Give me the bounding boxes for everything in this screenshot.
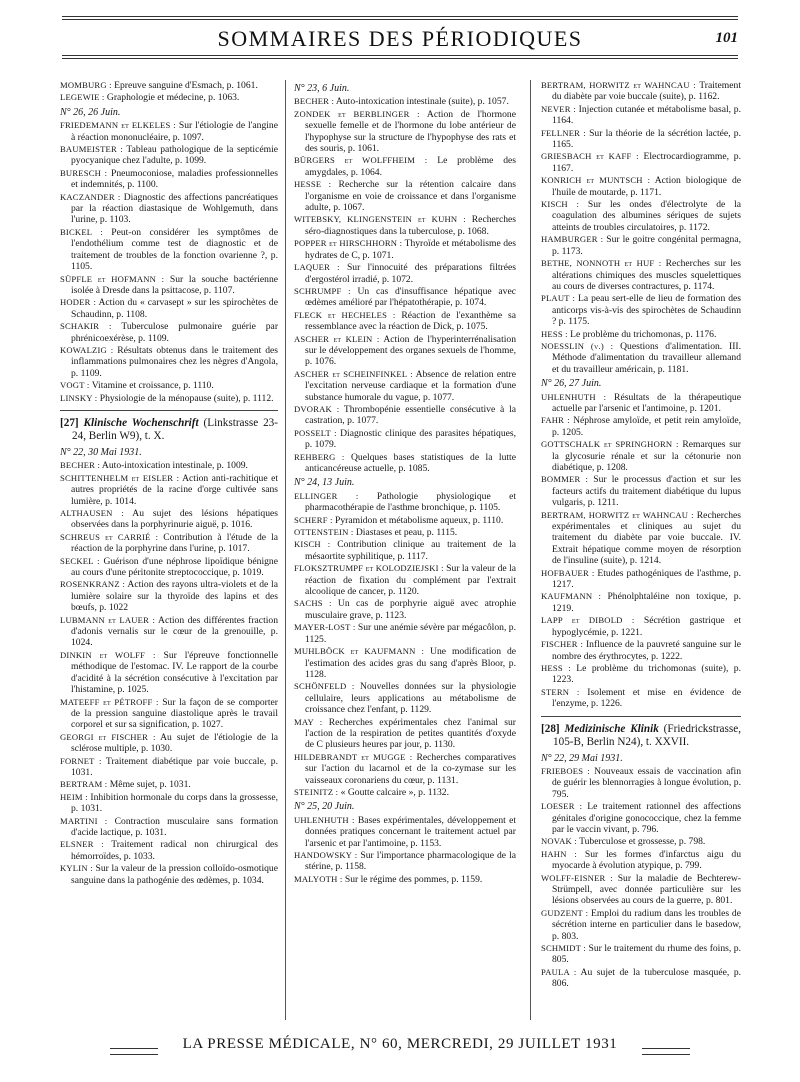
article-authors: SÜPFLE et HOFMANN : — [60, 273, 165, 284]
article-entry — [541, 615, 741, 638]
article-title: Recherches comparatives sur l'action du lacarnol et de la co-zymase sur les vaisseaux coronariens du cœur, p. 1131. — [305, 751, 516, 786]
article-authors: STEINITZ : — [294, 786, 339, 797]
article-entry — [294, 334, 516, 368]
article-title: Peut-on considérer les symptômes de l'endothélium comme test de diagnostic et de traitement de troubles de la fonction ovarienne ?, p. 1105. — [71, 226, 278, 273]
article-authors: BÜRGERS et WOLFFHEIM : — [294, 155, 428, 166]
article-title: Contribution clinique au traitement de la mésaortite syphilitique, p. 1117. — [305, 539, 516, 562]
article-authors: MUHLBÖCK et KAUFMANN : — [294, 646, 425, 657]
article-authors: HOFBAUER : — [541, 567, 595, 578]
article-entry — [60, 227, 278, 273]
article-authors: BECHER : — [60, 460, 101, 471]
article-title: Action biologique de l'huile de moutarde, p. 1171. — [552, 175, 741, 198]
article-title: Sur l'innocuité des préparations filtrées d'ergostérol irradié, p. 1072. — [305, 262, 516, 285]
article-title: Le problème des amygdales, p. 1064. — [305, 155, 516, 178]
article-authors: LOESER : — [541, 801, 583, 812]
column-1 — [60, 80, 278, 1030]
article-title: Sécrétion gastrique et hypoglycémie, p. 1221. — [552, 615, 741, 638]
article-authors: FRIEDEMANN et ELKELES : — [60, 120, 176, 131]
article-title: Même sujet, p. 1031. — [109, 779, 191, 791]
article-entry — [60, 615, 278, 649]
article-authors: ASCHER et KLEIN : — [294, 333, 380, 344]
article-entry — [541, 293, 741, 327]
journal-address: (Friedrickstrasse, 105-B, Berlin N24), t. XXVII. — [553, 722, 741, 748]
article-entry — [541, 510, 741, 567]
article-authors: UHLENHUTH : — [541, 391, 607, 402]
issue-heading: N° 26, 26 Juin. — [60, 106, 121, 118]
article-entry — [294, 262, 516, 285]
article-title: Action de l'hyperinterrénalisation sur le développement des organes sexuels de l'homme, p. 1076. — [305, 333, 516, 368]
article-title: Diagnostic des affections pancréatiques par la réaction diastasique de Wohlgemuth, dans l'urine, p. 1103. — [71, 191, 278, 226]
article-authors: SCHMIDT : — [541, 943, 586, 954]
article-title: Recherches sur les altérations chimiques des muscles squelettiques au cours de diverses contractures, p. 1174. — [552, 258, 741, 292]
article-entry — [60, 697, 278, 731]
article-title: Sur les formes d'infarctus aigu du myocarde à évolution atypique, p. 799. — [552, 848, 741, 872]
article-title: Recherches expérimentales chez l'animal sur l'action de la respiration de petites quantités d'oxyde de C plusieurs heures par jour, p. 1130. — [305, 716, 516, 751]
article-title: Action du « carvasept » sur les spirochètes de Schaudinn, p. 1108. — [71, 297, 278, 320]
article-authors: FORNET : — [60, 755, 102, 766]
article-title: Remarques sur la glycosurie rénale et sur la cétonurie non diabétique, p. 1208. — [552, 439, 741, 473]
article-entry — [294, 452, 516, 475]
article-entry — [294, 286, 516, 309]
article-authors: LAPP et DIBOLD : — [541, 615, 635, 626]
article-authors: GOTTSCHALK et SPRINGHORN : — [541, 439, 679, 450]
article-authors: SECKEL : — [60, 555, 100, 566]
article-authors: ASCHER et SCHEINFINKEL : — [294, 368, 413, 379]
article-entry — [294, 622, 516, 645]
article-entry — [541, 568, 741, 591]
article-entry — [294, 515, 516, 526]
article-title: Traitement radical non chirurgical des hémorroïdes, p. 1033. — [71, 839, 278, 862]
issue-heading: N° 22, 29 Mai 1931. — [541, 752, 623, 764]
article-title: Graphologie et médecine, p. 1063. — [106, 92, 240, 104]
article-authors: ELSNER : — [60, 839, 104, 850]
article-entry — [294, 491, 516, 514]
article-authors: MATEEFF et PÉTROFF : — [60, 696, 159, 707]
article-entry — [294, 815, 516, 849]
article-title: Tuberculose pulmonaire guérie par phrénicoexérèse, p. 1109. — [71, 321, 278, 344]
article-entry — [541, 199, 741, 233]
article-authors: VOGT : — [60, 380, 90, 391]
article-title: Néphrose amyloïde, et petit rein amyloïde, p. 1205. — [552, 415, 741, 438]
page-header — [0, 0, 800, 60]
article-authors: KONRICH et MUNTSCH : — [541, 175, 651, 186]
article-title: Pneumoconiose, maladies professionnelles et indemnités, p. 1100. — [71, 167, 278, 191]
article-entry — [60, 816, 278, 839]
article-authors: FAHR : — [541, 415, 570, 426]
article-entry — [294, 96, 516, 107]
article-entry — [294, 404, 516, 427]
article-entry — [541, 392, 741, 415]
article-title: Action des rayons ultra-violets et de la lumière solaire sur la thyroïde des lapins et des bœufs, p. 1022 — [71, 579, 278, 614]
article-title: Physiologie de la ménopause (suite), p. 1112. — [99, 392, 274, 404]
article-entry — [294, 179, 516, 213]
article-authors: ROSENKRANZ : — [60, 579, 126, 590]
article-entry — [60, 80, 278, 91]
article-title: Injection cutanée et métabolisme basal, p. 1164. — [552, 103, 741, 127]
article-entry — [541, 766, 741, 800]
header-rule-top — [62, 16, 738, 17]
article-title: Sur le traitement du rhume des foins, p. 805. — [552, 943, 741, 966]
article-entry — [541, 104, 741, 127]
article-entry — [294, 681, 516, 715]
article-authors: KAUFMANN : — [541, 591, 602, 602]
article-entry — [294, 787, 516, 798]
article-entry — [60, 274, 278, 297]
article-authors: HESS : — [541, 662, 571, 673]
article-authors: PAULA : — [541, 966, 577, 977]
issue-heading: N° 26, 27 Juin. — [541, 378, 602, 390]
article-authors: SCHITTENHELM et EISLER : — [60, 472, 180, 483]
article-title: Sur la maladie de Bechterew-Strümpell, avec donnée particulière sur les lésions observées au cours de la guerre, p. 801. — [552, 872, 741, 907]
article-entry — [541, 873, 741, 907]
article-authors: SCHÖNFELD : — [294, 681, 355, 692]
article-title: Sur une anémie sévère par mégacôlon, p. 1125. — [305, 622, 516, 645]
article-title: Influence de la pauvreté sanguine sur le nombre des érythrocytes, p. 1222. — [552, 639, 741, 662]
article-title: Le traitement rationnel des affections génitales d'origine gonococcique, chez la femme par le vaccin vivant, p. 796. — [552, 801, 741, 835]
section-rule — [60, 410, 278, 411]
article-entry — [294, 646, 516, 680]
article-entry — [294, 563, 516, 597]
article-entry — [60, 380, 278, 391]
article-title: Diagnostic clinique des parasites hépatiques, p. 1079. — [305, 427, 516, 451]
article-authors: DVORAK : — [294, 403, 340, 414]
article-authors: MARTINI : — [60, 815, 108, 826]
issue-heading: N° 22, 30 Mai 1931. — [60, 446, 142, 458]
article-title: « Goutte calcaire », p. 1132. — [340, 786, 449, 798]
article-title: Une modification de l'estimation des acides gras du sang d'après Bloor, p. 1128. — [305, 646, 516, 680]
article-entry — [541, 415, 741, 438]
article-authors: KYLIN : — [60, 863, 93, 874]
article-authors: HAMBURGER : — [541, 234, 604, 245]
article-entry — [60, 779, 278, 790]
article-entry — [294, 155, 516, 178]
article-entry — [541, 663, 741, 686]
article-authors: FELLNER : — [541, 127, 586, 138]
article-entry — [60, 297, 278, 320]
page-number: 101 — [715, 30, 738, 46]
article-entry — [60, 345, 278, 379]
article-entry — [541, 836, 741, 847]
article-authors: BERTRAM, HORWITZ et WAHNCAU : — [541, 80, 696, 90]
article-entry — [60, 192, 278, 226]
article-title: Sur la valeur de la réaction de fixation du complément par l'extrait alcoolique de cancer, p. 1120. — [305, 563, 516, 598]
article-entry — [541, 151, 741, 174]
article-title: Questions d'alimentation. III. Méthode d'alimentation du travailleur allemand et du travailleur américain, p. 1181. — [552, 340, 741, 375]
column-divider — [530, 80, 531, 1020]
article-authors: BAUMEISTER : — [60, 144, 124, 155]
article-authors: MAYER-LOST : — [294, 622, 356, 633]
article-authors: HANDOWSKY : — [294, 850, 358, 860]
article-title: Le problème du trichomonas (suite), p. 1223. — [552, 662, 741, 686]
article-authors: HODER : — [60, 297, 97, 308]
article-title: Sur la façon de se comporter de la pression sanguine diastolique après le travail corporel et sur sa signification, p. 1027. — [71, 696, 278, 731]
article-entry — [541, 801, 741, 835]
article-authors: LINSKY : — [60, 392, 98, 403]
header-rule-bottom-inner — [62, 58, 738, 59]
article-entry — [294, 850, 516, 873]
article-authors: GRIESBACH et KAFF : — [541, 151, 639, 162]
article-authors: KOWALZIG : — [60, 344, 114, 355]
article-authors: BOMMER : — [541, 474, 589, 485]
article-title: Recherches expérimentales et cliniques au sujet du traitement du diabète par voie buccale. IV. Extrait hépatique comme moyen de résorption de l'insuline (suite), p. 1214. — [552, 509, 741, 567]
issue-heading: N° 24, 13 Juin. — [294, 477, 355, 489]
article-title: Nouvelles données sur la physiologie cellulaire, leurs applications au métabolisme de croissance chez l'enfant, p. 1129. — [305, 681, 516, 716]
article-entry — [60, 120, 278, 143]
article-entry — [294, 238, 516, 261]
article-authors: BURESCH : — [60, 167, 108, 178]
article-entry — [541, 258, 741, 292]
article-entry — [60, 168, 278, 191]
article-entry — [60, 473, 278, 507]
article-title: Isolement et mise en évidence de l'enzyme, p. 1226. — [552, 686, 741, 710]
article-entry — [60, 756, 278, 779]
article-title: Auto-intoxication intestinale (suite), p. 1057. — [335, 96, 509, 108]
article-authors: SCHRUMPF : — [294, 285, 351, 296]
article-title: Inhibition hormonale du corps dans la grossesse, p. 1031. — [71, 791, 278, 815]
article-authors: REHBERG : — [294, 451, 345, 462]
article-entry — [541, 849, 741, 872]
journal-number: [28] — [541, 722, 560, 735]
article-title: Au sujet de l'étiologie de la sclérose multiple, p. 1030. — [71, 731, 278, 755]
article-title: Recherches séro-diagnostiques dans la tuberculose, p. 1068. — [305, 214, 516, 237]
article-authors: SCHAKIR : — [60, 321, 112, 332]
article-title: Action de l'hormone sexuelle femelle et de l'hormone du lobe antérieur de l'hypophyse sur la structure de l'hypophyse des rats et des souris, p. 1061. — [305, 108, 516, 155]
article-entry — [541, 908, 741, 942]
article-authors: ZONDEK et BERBLINGER : — [294, 108, 420, 119]
article-title: Sur la valeur de la pression colloïdo-osmotique sanguine dans la pathogénie des œdèmes, p. 1034. — [71, 863, 278, 886]
article-authors: UHLENHUTH : — [294, 814, 355, 825]
article-title: Réaction de l'exanthème sa ressemblance avec la réaction de Dick, p. 1075. — [305, 309, 516, 333]
article-entry — [60, 508, 278, 531]
article-entry — [60, 532, 278, 555]
article-title: Sur le goitre congénital permagna, p. 1173. — [552, 234, 741, 257]
article-entry — [294, 874, 516, 885]
article-entry — [541, 943, 741, 966]
article-authors: FLECK et HECHELES : — [294, 309, 396, 320]
article-title: Etudes pathogéniques de l'asthme, p. 1217. — [552, 567, 741, 591]
article-authors: GUDZENT : — [541, 907, 589, 918]
article-authors: MOMBURG : — [60, 80, 112, 90]
article-authors: SCHERF : — [294, 514, 333, 525]
article-entry — [294, 109, 516, 155]
article-title: Un cas de porphyrie aiguë avec atrophie musculaire grave, p. 1123. — [305, 598, 516, 621]
article-authors: HESS : — [541, 328, 568, 339]
article-title: Auto-intoxication intestinale, p. 1009. — [101, 460, 248, 472]
article-title: Sur le régime des pommes, p. 1159. — [344, 873, 483, 885]
article-title: Au sujet de la tuberculose masquée, p. 806. — [552, 966, 741, 990]
article-title: Traitement du diabète par voie buccale (suite), p. 1162. — [552, 80, 741, 103]
article-entry — [60, 579, 278, 613]
article-title: Recherche sur la rétention calcaire dans l'organisme en voie de croissance et dans l'organisme adulte, p. 1067. — [305, 179, 516, 214]
article-title: Thrombopénie essentielle consécutive à la castration, p. 1077. — [305, 403, 516, 427]
article-entry — [294, 752, 516, 786]
article-authors: MALYOTH : — [294, 873, 343, 884]
article-title: La peau sert-elle de lieu de formation des anticorps vis-à-vis des spirochètes de Schaudinn ? p. 1175. — [552, 293, 741, 328]
article-authors: HEIM : — [60, 791, 88, 802]
article-title: Phénolphtaléine non toxique, p. 1219. — [552, 591, 741, 614]
article-title: Nouveaux essais de vaccination afin de guérir les blennorragies à longue évolution, p. 795. — [552, 765, 741, 800]
article-entry — [60, 556, 278, 579]
article-authors: KISCH : — [541, 199, 580, 210]
article-entry — [541, 639, 741, 662]
article-authors: POSSELT : — [294, 427, 337, 438]
header-rule-bottom — [62, 55, 738, 56]
page-title: SOMMAIRES DES PÉRIODIQUES — [217, 26, 583, 51]
article-authors: BETHE, NONNOTH et HUF : — [541, 258, 662, 269]
footer-text: LA PRESSE MÉDICALE, N° 60, MERCREDI, 29 JUILLET 1931 — [182, 1036, 618, 1052]
article-authors: NOVAK : — [541, 836, 577, 847]
article-entry — [60, 863, 278, 886]
issue-heading: N° 25, 20 Juin. — [294, 801, 355, 813]
article-authors: HAHN : — [541, 848, 578, 859]
article-authors: MAY : — [294, 716, 323, 727]
journal-heading — [541, 723, 741, 749]
article-authors: FRIEBOES : — [541, 765, 590, 776]
article-entry — [541, 80, 741, 103]
column-3 — [541, 80, 741, 1030]
article-title: Quelques bases statistiques de la lutte anticancéreuse actuelle, p. 1085. — [305, 451, 516, 474]
article-entry — [541, 329, 741, 340]
article-authors: STERN : — [541, 686, 580, 697]
article-title: Résultats obtenus dans le traitement des inflammations pulmonaires chez les nègres d'Angola, p. 1109. — [71, 344, 278, 379]
article-entry — [60, 839, 278, 862]
article-authors: LEGEWIE : — [60, 92, 105, 103]
article-title: Pyramidon et métabolisme aqueux, p. 1110. — [335, 514, 504, 526]
article-authors: DINKIN et WOLFF : — [60, 649, 156, 660]
article-entry — [294, 310, 516, 333]
footer-ornament-right — [642, 1048, 690, 1055]
article-title: Tableau pathologique de la septicémie pyocyanique chez l'adulte, p. 1099. — [71, 144, 278, 167]
article-title: Tuberculose et grossesse, p. 798. — [579, 836, 706, 848]
header-rule-top-inner — [62, 19, 738, 20]
article-entry — [60, 321, 278, 344]
article-authors: HILDEBRANDT et MUGGE : — [294, 751, 413, 762]
article-entry — [541, 439, 741, 473]
article-title: Sur la souche bactérienne isolée à Dresde dans la psittacose, p. 1107. — [71, 273, 278, 296]
journal-title: Medizinische Klinik — [564, 722, 659, 735]
article-entry — [541, 591, 741, 614]
article-authors: BICKEL : — [60, 226, 103, 237]
article-entry — [541, 474, 741, 508]
journal-title: Klinische Wochenschrift — [83, 416, 199, 429]
article-title: Electrocardiogramme, p. 1167. — [552, 151, 741, 174]
article-title: Absence de relation entre l'excitation nerveuse cardiaque et la formation d'une substance humorale du vague, p. 1077. — [305, 368, 516, 403]
article-authors: KACZANDER : — [60, 191, 121, 202]
article-authors: SCHREUS et CARRIÉ : — [60, 531, 159, 542]
article-title: Sur la théorie de la sécrétion lactée, p. 1165. — [552, 127, 741, 151]
article-title: Vitamine et croissance, p. 1110. — [91, 380, 214, 392]
article-title: Contribution à l'étude de la réaction de la porphyrine dans l'urine, p. 1017. — [71, 531, 278, 555]
article-title: Emploi du radium dans les troubles de sécrétion interne en particulier dans le basedow, p. 803. — [552, 907, 741, 942]
article-title: Un cas d'insuffisance hépatique avec œdèmes amélioré par l'hépatothérapie, p. 1074. — [305, 285, 516, 309]
article-entry — [294, 717, 516, 751]
article-authors: FLOKSZTRUMPF et KOLODZIEJSKI : — [294, 563, 444, 574]
article-entry — [294, 369, 516, 403]
column-2 — [294, 80, 516, 1030]
article-title: Résultats de la thérapeutique actuelle par l'arsenic et l'antimoine, p. 1201. — [552, 391, 741, 414]
article-authors: POPPER et HIRSCHHORN : — [294, 238, 403, 249]
article-title: Au sujet des lésions hépatiques observées dans la porphyrinurie aiguë, p. 1016. — [71, 508, 278, 531]
article-authors: BERTRAM : — [60, 779, 108, 790]
article-entry — [541, 687, 741, 710]
article-title: Action anti-rachitique et autres propriétés de la racine d'orge cultivée sans lumière, p. 1014. — [71, 472, 278, 507]
article-authors: WOLFF-EISNER : — [541, 872, 613, 883]
article-authors: HESSE : — [294, 179, 332, 190]
article-entry — [294, 428, 516, 451]
article-entry — [294, 527, 516, 538]
article-authors: ALTHAUSEN : — [60, 508, 124, 518]
article-entry — [60, 144, 278, 167]
article-title: Sur les ondes d'électrolyte de la coagulation des albumines sériques de sujets atteints de troubles circulatoires, p. 1172. — [552, 199, 741, 233]
article-title: Sur le processus d'action et sur les facteurs actifs du traitement diabétique du lupus vulgaris, p. 1211. — [552, 474, 741, 509]
article-authors: NOESSLIN (v.) : — [541, 340, 614, 351]
article-authors: PLAUT : — [541, 293, 576, 304]
article-title: Guérison d'une néphrose lipoïdique bénigne au cours d'une péritonite streptococcique, p. 1019. — [71, 555, 278, 579]
article-authors: ELLINGER : — [294, 490, 359, 501]
article-title: Sur l'importance pharmacologique de la stérine, p. 1158. — [305, 850, 516, 873]
article-title: Traitement diabétique par voie buccale, p. 1031. — [71, 755, 278, 778]
article-authors: BERTRAM, HORWITZ et WAHNCAU : — [541, 509, 694, 520]
article-entry — [541, 128, 741, 151]
article-authors: BECHER : — [294, 96, 335, 107]
journal-number: [27] — [60, 416, 79, 429]
article-entry — [60, 792, 278, 815]
article-entry — [541, 175, 741, 198]
article-authors: LAQUER : — [294, 262, 340, 273]
article-entry — [60, 650, 278, 696]
article-title: Contraction musculaire sans formation d'acide lactique, p. 1031. — [71, 815, 278, 838]
article-authors: LUBMANN et LAUER : — [60, 614, 156, 625]
article-entry — [60, 732, 278, 755]
journal-heading — [60, 417, 278, 443]
article-title: Sur l'épreuve fonctionnelle méthodique de l'estomac. IV. Le rapport de la courbe d'acidité à la sécrétion consécutive à l'excitation par l'histamine, p. 1025. — [71, 649, 278, 696]
article-entry — [294, 598, 516, 621]
column-divider — [285, 80, 286, 1020]
journal-address: (Linkstrasse 23-24, Berlin W9), t. X. — [72, 416, 278, 442]
article-authors: NEVER : — [541, 103, 576, 114]
article-authors: KISCH : — [294, 539, 331, 550]
article-title: Thyroïde et métabolisme des hydrates de C, p. 1071. — [305, 238, 516, 261]
article-entry — [541, 967, 741, 990]
article-authors: SACHS : — [294, 598, 332, 609]
article-title: Diastases et peau, p. 1115. — [355, 527, 458, 539]
article-entry — [60, 92, 278, 103]
article-title: Action des différentes fraction d'adonis vernalis sur le cœur de la grenouille, p. 1024. — [71, 614, 278, 649]
article-entry — [60, 460, 278, 471]
article-entry — [60, 393, 278, 404]
article-title: Pathologie physiologique et pharmacothérapie de l'asthme bronchique, p. 1105. — [305, 490, 516, 514]
article-entry — [294, 214, 516, 237]
article-authors: WITEBSKY, KLINGENSTEIN et KUHN : — [294, 214, 466, 225]
article-entry — [541, 341, 741, 375]
article-authors: GEORGI et FISCHER : — [60, 731, 156, 742]
article-title: Epreuve sanguine d'Esmach, p. 1061. — [114, 80, 258, 91]
article-authors: FISCHER : — [541, 639, 584, 650]
article-title: Sur l'étiologie de l'angine à réaction mononucléaire, p. 1097. — [71, 120, 278, 143]
article-authors: OTTENSTEIN : — [294, 527, 354, 538]
issue-heading: N° 23, 6 Juin. — [294, 83, 350, 94]
article-entry — [294, 539, 516, 562]
article-title: Bases expérimentales, développement et données pratiques concernant le traitement actuel par l'arsenic et par l'antimoine, p. 1153. — [305, 814, 516, 849]
article-entry — [541, 234, 741, 257]
section-rule — [541, 716, 741, 717]
article-title: Le problème du trichomonas, p. 1176. — [570, 328, 717, 340]
page-footer — [0, 1031, 800, 1071]
